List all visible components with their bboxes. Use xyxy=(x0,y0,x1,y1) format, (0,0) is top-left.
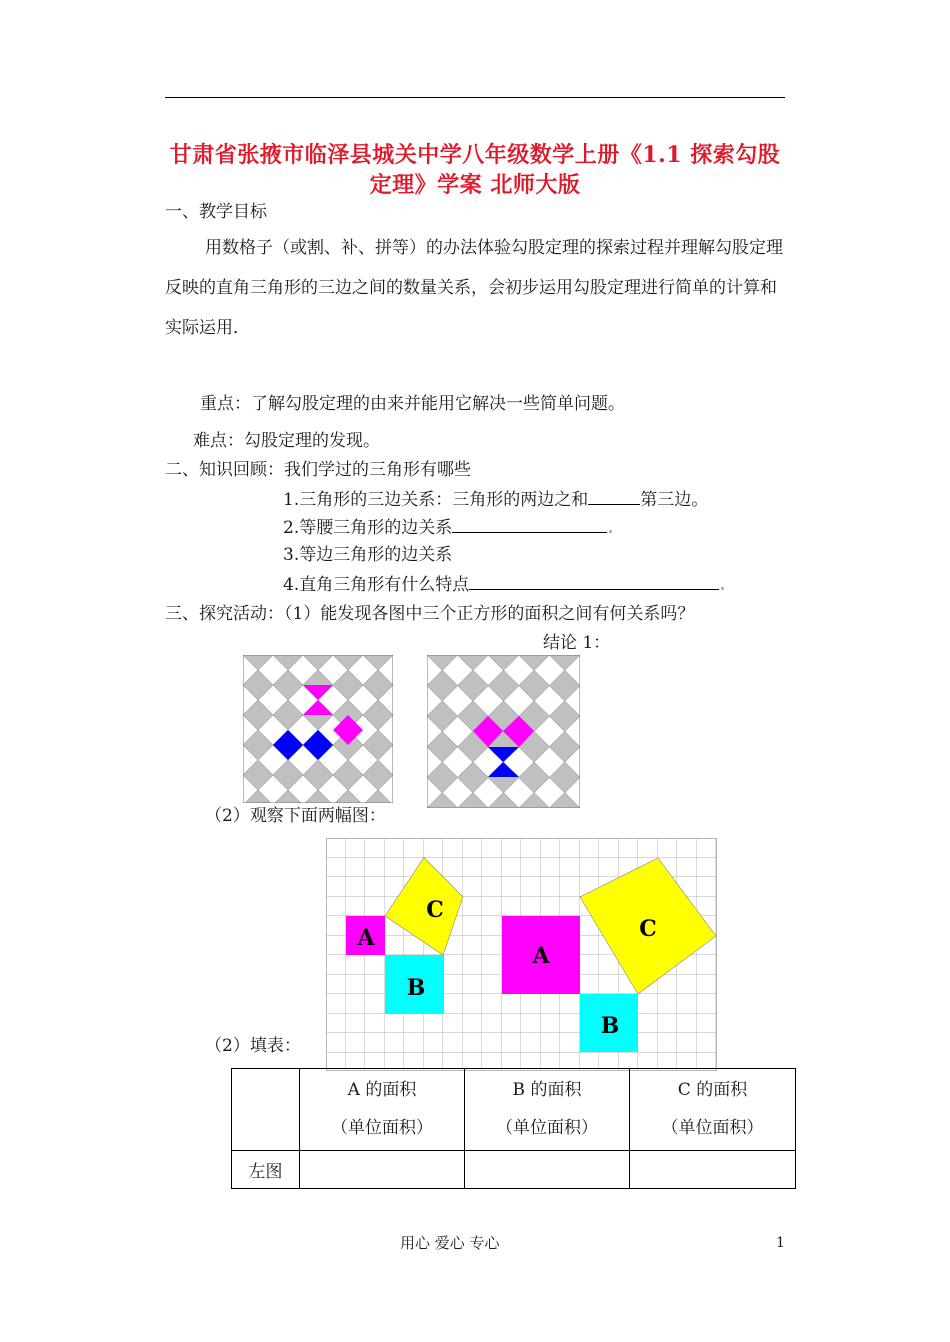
label-a-left: A xyxy=(357,925,375,951)
tile-figure-left xyxy=(243,655,393,803)
section1-heading: 一、教学目标 xyxy=(165,202,267,222)
label-b-left: B xyxy=(406,975,426,1001)
fill-table-label: （2）填表： xyxy=(205,1036,301,1056)
review-item-4-text: 4.直角三角形有什么特点 xyxy=(283,575,470,595)
pythagoras-grid-figure xyxy=(326,838,717,1071)
mark-dot xyxy=(721,587,724,590)
review-item-2 xyxy=(283,516,612,539)
header-rule xyxy=(165,97,785,98)
review-item-1-text: 1.三角形的三边关系：三角形的两边之和 xyxy=(283,490,589,510)
difficulty: 难点：勾股定理的发现。 xyxy=(193,431,380,451)
review-item-4 xyxy=(283,573,724,596)
answer-blank-4 xyxy=(469,573,719,590)
answer-blank-1 xyxy=(588,488,640,505)
table-row xyxy=(232,1151,796,1189)
section2-heading: 二、知识回顾：我们学过的三角形有哪些 xyxy=(165,460,471,480)
table-header-c: C 的面积 （单位面积） xyxy=(630,1069,796,1151)
tile-figure-right xyxy=(427,655,580,808)
table-cell[interactable] xyxy=(300,1151,465,1189)
answer-blank-2 xyxy=(452,516,607,533)
key-point: 重点：了解勾股定理的由来并能用它解决一些简单问题。 xyxy=(200,394,625,414)
table-corner-cell xyxy=(232,1069,300,1151)
table-header-a: A 的面积 （单位面积） xyxy=(300,1069,465,1151)
table-cell[interactable] xyxy=(465,1151,630,1189)
page-footer: 用心 爱心 专心 xyxy=(400,1234,500,1252)
conclusion-label: 结论 1： xyxy=(543,633,611,653)
section3-heading: 三、探究活动：（1）能发现各图中三个正方形的面积之间有何关系吗？ xyxy=(165,604,695,624)
table-cell[interactable] xyxy=(630,1151,796,1189)
objective-paragraph: 用数格子（或割、补、拼等）的办法体验勾股定理的探索过程并理解勾股定理反映的直角三角形的三边之间的数量关系，会初步运用勾股定理进行简单的计算和实际运用． xyxy=(165,238,783,338)
row-label: 左图 xyxy=(232,1151,300,1189)
review-item-3: 3.等边三角形的边关系 xyxy=(283,545,453,565)
area-table xyxy=(231,1068,796,1189)
label-c-right: C xyxy=(639,916,657,942)
document-title: 甘肃省张掖市临泽县城关中学八年级数学上册《1.1 探索勾股定理》学案 北师大版 xyxy=(169,142,781,198)
mark-dot xyxy=(609,530,612,533)
label-c-left: C xyxy=(426,897,444,923)
observe-label: （2）观察下面两幅图： xyxy=(205,806,386,826)
review-item-1-suffix: 第三边。 xyxy=(640,490,709,510)
label-b-right: B xyxy=(600,1013,620,1039)
review-item-2-text: 2.等腰三角形的边关系 xyxy=(283,518,453,538)
label-a-right: A xyxy=(532,943,550,969)
page-number: 1 xyxy=(776,1235,785,1251)
review-item-1 xyxy=(283,488,708,511)
table-header-b: B 的面积 （单位面积） xyxy=(465,1069,630,1151)
